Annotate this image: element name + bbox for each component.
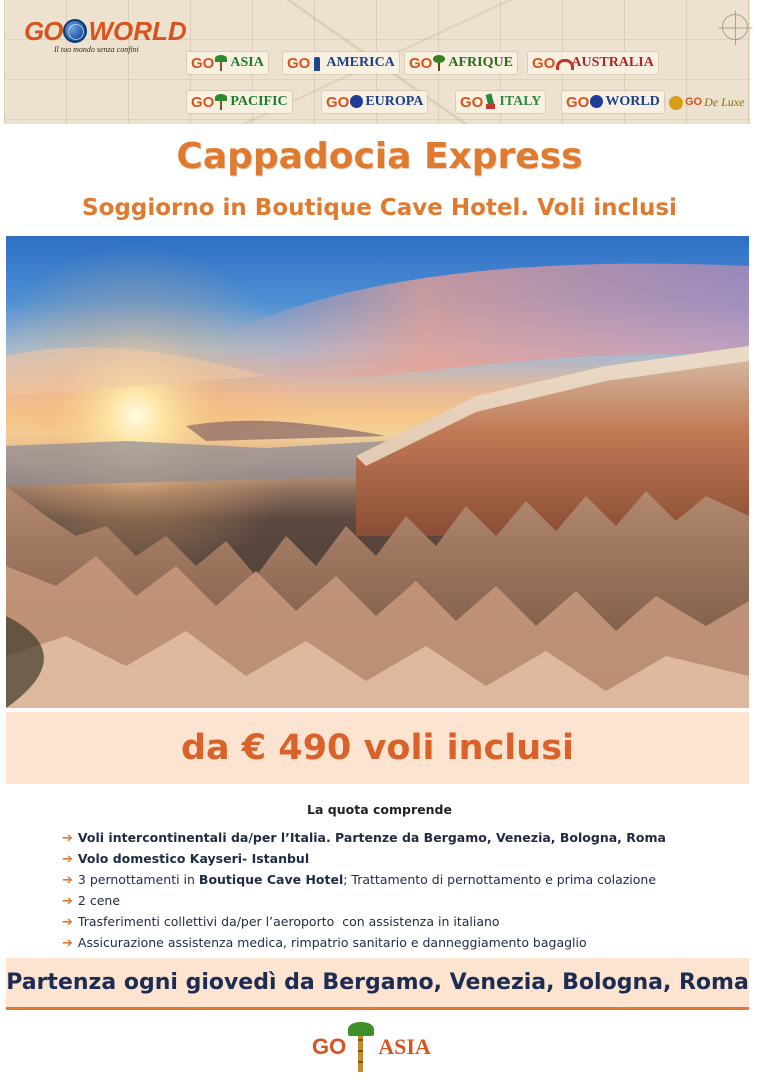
arrow-right-icon: ➔ <box>62 915 73 930</box>
brand-goeuropa[interactable] <box>322 91 427 113</box>
list-item <box>62 933 742 954</box>
brand-go-text: GO <box>191 93 215 111</box>
brand-goworld[interactable] <box>562 91 664 113</box>
brand-name: AFRIQUE <box>448 55 513 70</box>
bamboo-icon <box>348 1022 374 1072</box>
included-list <box>62 828 742 954</box>
brand-go-text: GO <box>409 54 433 72</box>
brand-go-text: GO <box>532 54 556 72</box>
globe-icon <box>590 94 602 110</box>
compass-rose-icon <box>722 14 748 40</box>
brand-name: De Luxe <box>704 95 745 109</box>
goasia-footer-logo[interactable] <box>312 1022 431 1072</box>
list-item-text: Assicurazione assistenza medica, rimpatrio sanitario e danneggiamento bagaglio <box>77 935 587 950</box>
palm-icon <box>215 55 227 71</box>
included-heading: La quota comprende <box>307 802 452 817</box>
list-item-text: Voli intercontinentali da/per l’Italia. Partenze da Bergamo, Venezia, Bologna, Roma <box>77 830 666 845</box>
page-title: Cappadocia Express <box>176 136 583 177</box>
list-item <box>62 912 742 933</box>
list-item <box>62 849 742 870</box>
brand-go-text: GO <box>287 54 311 72</box>
brand-header <box>4 0 750 124</box>
brand-goaustralia[interactable] <box>528 52 658 74</box>
brand-name: ASIA <box>230 55 264 70</box>
logo-world-text: WORLD <box>88 16 187 46</box>
italy-boot-icon <box>484 94 496 110</box>
list-item-text: Trasferimenti collettivi da/per l’aeroporto con assistenza in italiano <box>77 914 500 929</box>
brand-name: PACIFIC <box>230 94 288 109</box>
list-item-text: 3 pernottamenti in <box>77 872 199 887</box>
brand-goamerica[interactable] <box>283 52 399 74</box>
brand-name: WORLD <box>605 94 660 109</box>
brand-name: ITALY <box>499 94 542 109</box>
arrow-right-icon: ➔ <box>62 852 73 867</box>
brand-godeluxe[interactable] <box>664 91 748 113</box>
brand-goasia[interactable] <box>187 52 268 74</box>
brand-go-text: GO <box>685 95 703 108</box>
brand-go-text: GO <box>460 93 484 111</box>
list-item-text-bold: Boutique Cave Hotel <box>198 872 344 887</box>
brand-go-text: GO <box>566 93 590 111</box>
brand-go-text: GO <box>326 93 350 111</box>
crown-icon <box>669 94 681 110</box>
arrow-right-icon: ➔ <box>62 831 73 846</box>
arrow-right-icon: ➔ <box>62 873 73 888</box>
brand-go-text: GO <box>191 54 215 72</box>
baobab-tree-icon <box>433 55 445 71</box>
list-item <box>62 891 742 912</box>
list-item <box>62 828 742 849</box>
logo-go-text: GO <box>24 16 63 46</box>
brand-goafrique[interactable] <box>405 52 517 74</box>
departure-banner <box>6 958 749 1010</box>
list-item <box>62 870 742 891</box>
footer-brand-name: ASIA <box>378 1034 431 1059</box>
statue-of-liberty-icon <box>311 55 323 71</box>
arrow-right-icon: ➔ <box>62 894 73 909</box>
brand-goitaly[interactable] <box>456 91 545 113</box>
logo-tagline: Il tuo mondo senza confini <box>54 45 139 54</box>
footer-go-text: GO <box>312 1034 347 1059</box>
list-item-text: Volo domestico Kayseri- Istanbul <box>77 851 310 866</box>
price-text: da € 490 voli inclusi <box>180 728 575 768</box>
brand-gopacific[interactable] <box>187 91 292 113</box>
departure-text: Partenza ogni giovedì da Bergamo, Venezia, Bologna, Roma <box>6 970 749 995</box>
page-subtitle: Soggiorno in Boutique Cave Hotel. Voli inclusi <box>82 195 677 221</box>
list-item-text: ; Trattamento di pernottamento e prima colazione <box>343 872 657 887</box>
eu-stars-icon <box>350 94 362 110</box>
goworld-main-logo[interactable] <box>24 18 187 54</box>
list-item-text: 2 cene <box>77 893 121 908</box>
landscape-illustration <box>6 236 749 708</box>
globe-icon <box>63 19 87 43</box>
arrow-right-icon: ➔ <box>62 936 73 951</box>
price-banner <box>6 712 749 784</box>
palm-icon <box>215 94 227 110</box>
boomerang-icon <box>556 55 568 71</box>
brand-name: EUROPA <box>365 94 424 109</box>
cappadocia-sunset-image <box>6 236 749 708</box>
brand-name: AMERICA <box>326 55 395 70</box>
brand-name: AUSTRALIA <box>571 55 654 70</box>
